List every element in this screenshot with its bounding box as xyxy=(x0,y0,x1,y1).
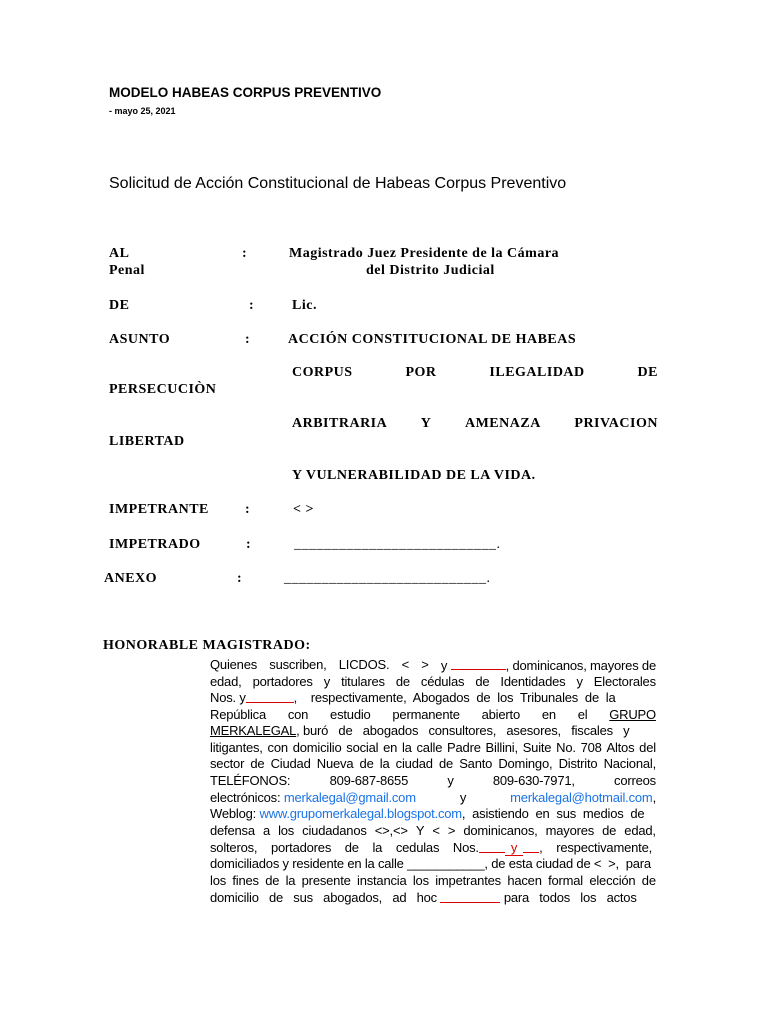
anexo-label: ANEXO xyxy=(104,571,158,586)
body-line-2 xyxy=(210,674,656,689)
email-link-gmail[interactable]: merkalegal@gmail.com xyxy=(283,790,416,805)
word: y xyxy=(323,674,331,689)
word: Altos xyxy=(606,740,635,755)
text: , asistiendo en sus medios de xyxy=(461,806,645,821)
word: Padre xyxy=(447,740,481,755)
word: portadores xyxy=(252,674,313,689)
word: Ciudad xyxy=(270,756,311,771)
body-line-10 xyxy=(210,806,656,821)
word: dominicanos, xyxy=(463,823,538,838)
word: Y xyxy=(415,823,425,838)
body-line-3 xyxy=(210,690,656,705)
body-line-12 xyxy=(210,840,656,856)
impetrado-colon: : xyxy=(246,537,252,552)
word: domicilio xyxy=(292,740,342,755)
word: de xyxy=(438,756,454,771)
text: Nos. y xyxy=(210,690,246,705)
word: y , dominicanos, mayores de xyxy=(440,658,656,673)
word: los xyxy=(412,873,429,888)
word: y xyxy=(447,773,454,788)
word: con xyxy=(267,740,288,755)
al-colon: : xyxy=(242,246,248,261)
word: suscriben, xyxy=(269,657,327,672)
body-line-1 xyxy=(210,657,656,673)
body-line-7 xyxy=(210,756,656,771)
word: impetrantes xyxy=(435,873,501,888)
text: , respectivamente, xyxy=(539,840,653,855)
word: de xyxy=(250,756,265,771)
word: presente xyxy=(301,873,351,888)
asunto-word: Y xyxy=(420,416,432,431)
de-label: DE xyxy=(109,298,130,313)
word: TELÉFONOS: xyxy=(210,773,291,788)
word: instancia xyxy=(357,873,407,888)
phone-1: 809-687-8655 xyxy=(329,773,409,788)
word: Electorales xyxy=(593,674,656,689)
word: y xyxy=(505,840,523,856)
word: de xyxy=(265,873,280,888)
al-value-line2: del Distrito Judicial xyxy=(366,263,495,278)
word: la xyxy=(285,873,296,888)
word: Distrito xyxy=(558,756,598,771)
word: formal xyxy=(548,873,583,888)
text: solteros, portadores de la cedulas Nos. xyxy=(210,840,479,855)
salutation: HONORABLE MAGISTRADO: xyxy=(103,638,311,653)
asunto-value-line2 xyxy=(292,365,658,381)
body-line-11 xyxy=(210,823,656,838)
text: Weblog: xyxy=(210,806,257,821)
asunto-word: POR xyxy=(405,365,437,380)
word: Quienes xyxy=(210,657,258,672)
persecucion-label: PERSECUCIÒN xyxy=(109,382,217,397)
word: del xyxy=(639,740,656,755)
word: elección xyxy=(589,873,636,888)
body-line-13 xyxy=(210,856,656,871)
word: hacen xyxy=(507,873,542,888)
word: < xyxy=(432,823,440,838)
word: de xyxy=(475,674,490,689)
word: defensa xyxy=(210,823,255,838)
word: mayores xyxy=(545,823,595,838)
asunto-word: ARBITRARIA xyxy=(292,416,388,431)
word: Billini, xyxy=(485,740,518,755)
blank-field xyxy=(246,690,294,703)
email-link-hotmail[interactable]: merkalegal@hotmail.com xyxy=(510,790,653,805)
libertad-label: LIBERTAD xyxy=(109,434,185,449)
text: domicilio de sus abogados, ad hoc xyxy=(210,890,437,905)
impetrante-colon: : xyxy=(245,502,251,517)
word: de xyxy=(395,674,410,689)
word: social xyxy=(346,740,379,755)
asunto-word: PRIVACION xyxy=(574,416,658,431)
word: de xyxy=(602,823,617,838)
word: y xyxy=(576,674,583,689)
body-line-14 xyxy=(210,873,656,888)
word: y xyxy=(459,790,467,805)
text: merkalegal@hotmail.com, xyxy=(510,790,656,805)
request-heading: Solicitud de Acción Constitucional de Habeas Corpus Preventivo xyxy=(109,175,567,192)
publish-date: - mayo 25, 2021 xyxy=(109,106,176,116)
blank-field xyxy=(440,890,500,903)
phone-2: 809-630-7971, xyxy=(492,773,575,788)
impetrante-value: < > xyxy=(293,502,314,517)
word: los xyxy=(210,873,227,888)
word: <>,<> xyxy=(374,823,408,838)
body-line-4 xyxy=(210,707,656,722)
word: de xyxy=(359,756,374,771)
word: la xyxy=(379,756,390,771)
word: edad, xyxy=(624,823,656,838)
word: > xyxy=(447,823,456,838)
word: Nueva xyxy=(316,756,354,771)
body-line-9 xyxy=(210,790,656,805)
word: fines xyxy=(232,873,259,888)
word: con xyxy=(287,707,309,722)
word: Identidades xyxy=(500,674,566,689)
impetrado-value: ___________________________. xyxy=(294,537,501,552)
asunto-word: ILEGALIDAD xyxy=(489,365,585,380)
word: sector xyxy=(210,756,245,771)
blank-field xyxy=(523,840,539,853)
asunto-value-line1: ACCIÓN CONSTITUCIONAL DE HABEAS xyxy=(288,332,577,347)
word: correos xyxy=(614,773,656,788)
anexo-value: ___________________________. xyxy=(284,571,491,586)
impetrante-label: IMPETRANTE xyxy=(109,502,209,517)
word: ciudadanos xyxy=(302,823,367,838)
word: los xyxy=(278,823,295,838)
word: calle xyxy=(416,740,443,755)
impetrado-label: IMPETRADO xyxy=(109,537,201,552)
word: cédulas xyxy=(420,674,465,689)
asunto-word: DE xyxy=(637,365,658,380)
al-label: AL xyxy=(109,246,130,261)
body-line-15 xyxy=(210,890,656,905)
word: Santo xyxy=(459,756,493,771)
word: estudio xyxy=(330,707,371,722)
document-title: MODELO HABEAS CORPUS PREVENTIVO xyxy=(109,85,382,100)
grupo-link[interactable]: GRUPO xyxy=(609,707,656,722)
de-colon: : xyxy=(249,298,255,313)
word: < xyxy=(401,657,410,672)
word: No. xyxy=(556,740,576,755)
text: domiciliados y residente en la calle ___________, de esta ciudad de < >, para xyxy=(210,856,651,871)
asunto-label: ASUNTO xyxy=(109,332,171,347)
text: , respectivamente, Abogados de los Tribunales de la xyxy=(293,690,616,705)
word: abierto xyxy=(481,707,520,722)
anexo-colon: : xyxy=(237,571,243,586)
word: Domingo, xyxy=(498,756,553,771)
word: el xyxy=(577,707,588,722)
word: Nacional, xyxy=(603,756,656,771)
blank-field xyxy=(479,840,505,853)
weblog-link[interactable]: www.grupomerkalegal.blogspot.com xyxy=(259,806,462,821)
asunto-value-line4: Y VULNERABILIDAD DE LA VIDA. xyxy=(292,468,536,483)
word: Suite xyxy=(522,740,552,755)
body-line-5 xyxy=(210,723,656,738)
word: en xyxy=(383,740,398,755)
word: edad, xyxy=(210,674,242,689)
word: permanente xyxy=(392,707,460,722)
word: República xyxy=(210,707,267,722)
word: ciudad xyxy=(395,756,433,771)
al-value-line1: Magistrado Juez Presidente de la Cámara xyxy=(289,246,560,261)
text: electrónicos: merkalegal@gmail.com xyxy=(210,790,416,805)
word: en xyxy=(541,707,556,722)
asunto-colon: : xyxy=(245,332,251,347)
word: titulares xyxy=(341,674,385,689)
asunto-value-line3 xyxy=(292,416,658,432)
asunto-word: AMENAZA xyxy=(464,416,541,431)
word: LICDOS. xyxy=(338,657,390,672)
de-value: Lic. xyxy=(292,298,317,313)
word: > xyxy=(421,657,429,672)
word: de xyxy=(641,873,656,888)
body-line-8 xyxy=(210,773,656,788)
asunto-word: CORPUS xyxy=(292,365,353,380)
text: , buró de abogados consultores, asesores, fiscales y xyxy=(296,723,630,738)
word: litigantes, xyxy=(210,740,263,755)
word: 708 xyxy=(580,740,602,755)
body-line-6 xyxy=(210,740,656,755)
merkalegal-link[interactable]: MERKALEGAL xyxy=(210,723,297,738)
text: para todos los actos xyxy=(500,890,637,905)
word: la xyxy=(401,740,412,755)
al-label-penal: Penal xyxy=(109,263,145,278)
word: a xyxy=(262,823,270,838)
blank-field xyxy=(451,657,506,670)
